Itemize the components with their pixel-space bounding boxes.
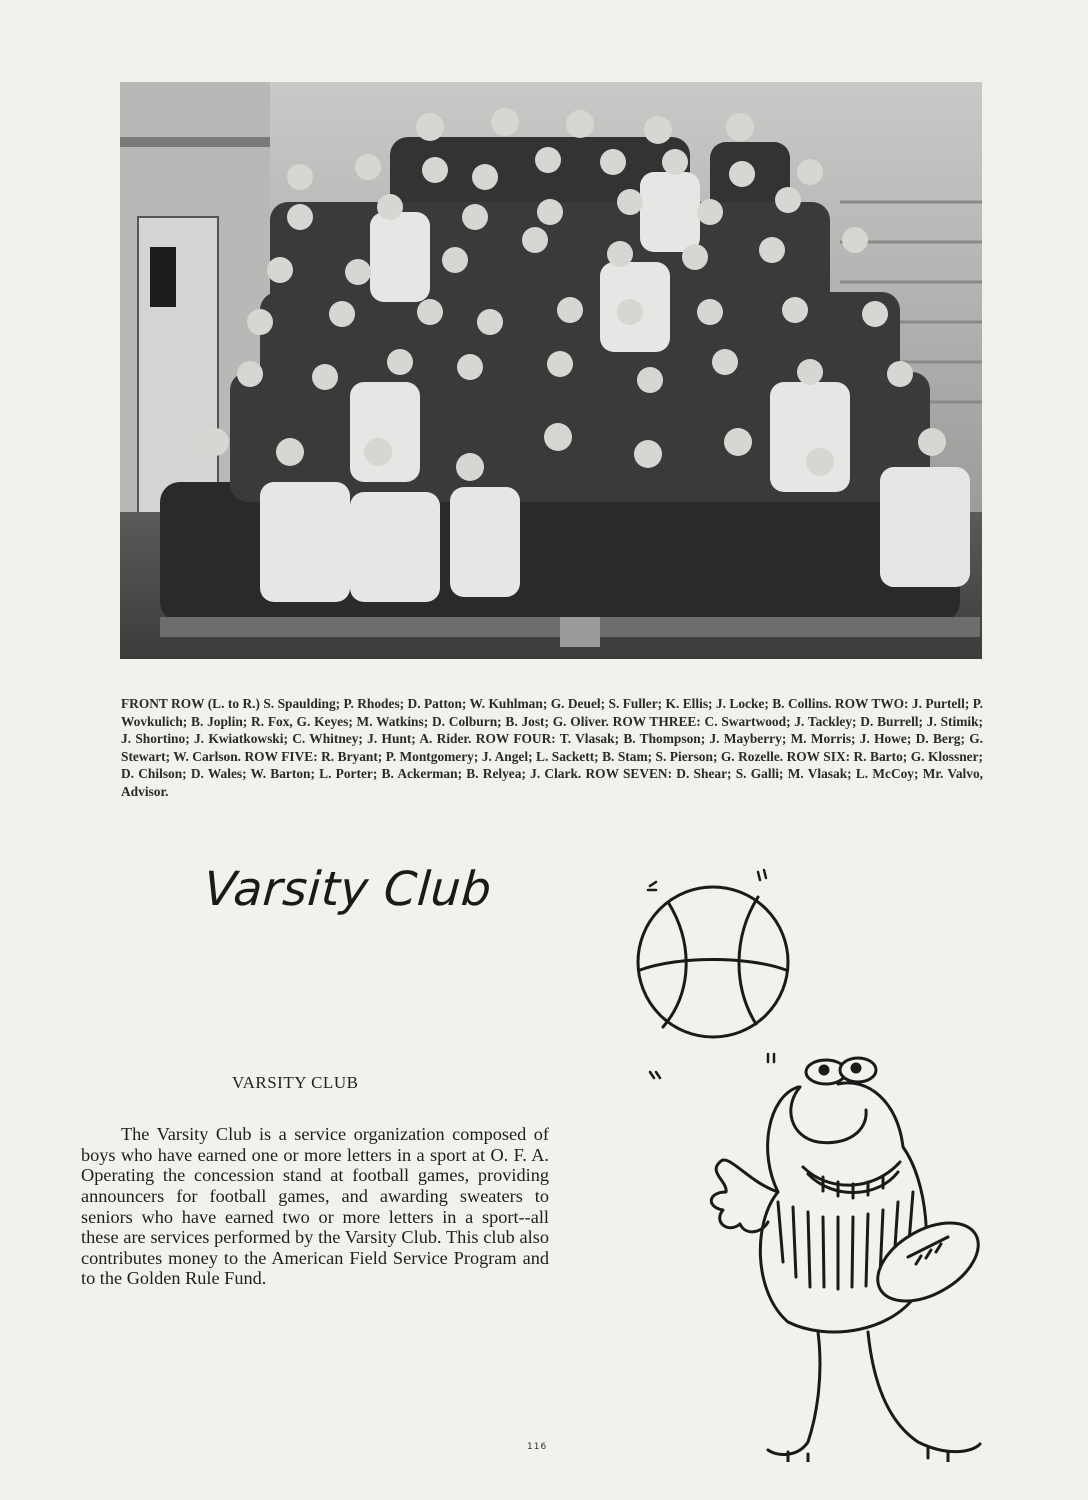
group-photo: [120, 82, 982, 659]
monster-mascot-icon: [711, 1058, 991, 1462]
page-title: Varsity Club: [202, 862, 494, 917]
section-heading: VARSITY CLUB: [232, 1073, 359, 1092]
page-number: 116: [527, 1442, 548, 1452]
group-photo-image: [120, 82, 982, 659]
photo-caption: FRONT ROW (L. to R.) S. Spaulding; P. Rhodes; D. Patton; W. Kuhlman; G. Deuel; S. Fuller; K. Ellis; J. Locke; B. Collins. ROW TWO: J. Purtell; P. Wovkulich; B. Joplin; R. Fox, G. Keyes; M. Watkins; D. Colburn; B. Jost; G. Oliver. ROW THREE: C. Swartwood; J. Tackley; D. Burrell; J. Stimik; J. Shortino; J. Kwiatkowski; C. Whitney; J. Hunt; A. Rider. ROW FOUR: T. Vlasak; B. Thompson; J. Mayberry; M. Morris; J. Howe; D. Berg; G. Stewart; W. Carlson. ROW FIVE: R. Bryant; P. Montgomery; J. Angel; L. Sackett; B. Stam; S. Pierson; G. Rozelle. ROW SIX: R. Barto; G. Klossner; D. Chilson; D. Wales; W. Barton; L. Porter; B. Ackerman; B. Relyea; J. Clark. ROW SEVEN: D. Shear; S. Galli; M. Vlasak; L. McCoy; Mr. Valvo, Advisor.: [121, 696, 983, 799]
body-paragraph: The Varsity Club is a service organization composed of boys who have earned one or more letters in a sport at O. F. A. Operating the concession stand at football games, providing announcers for football games, and awarding sweaters to seniors who have earned two or more letters in a sport--all these are services performed by the Varsity Club. This club also contributes money to the American Field Service Program and to the Golden Rule Fund.: [81, 1124, 549, 1289]
basketball-icon: [638, 887, 788, 1037]
cartoon-illustration: [628, 862, 1008, 1467]
